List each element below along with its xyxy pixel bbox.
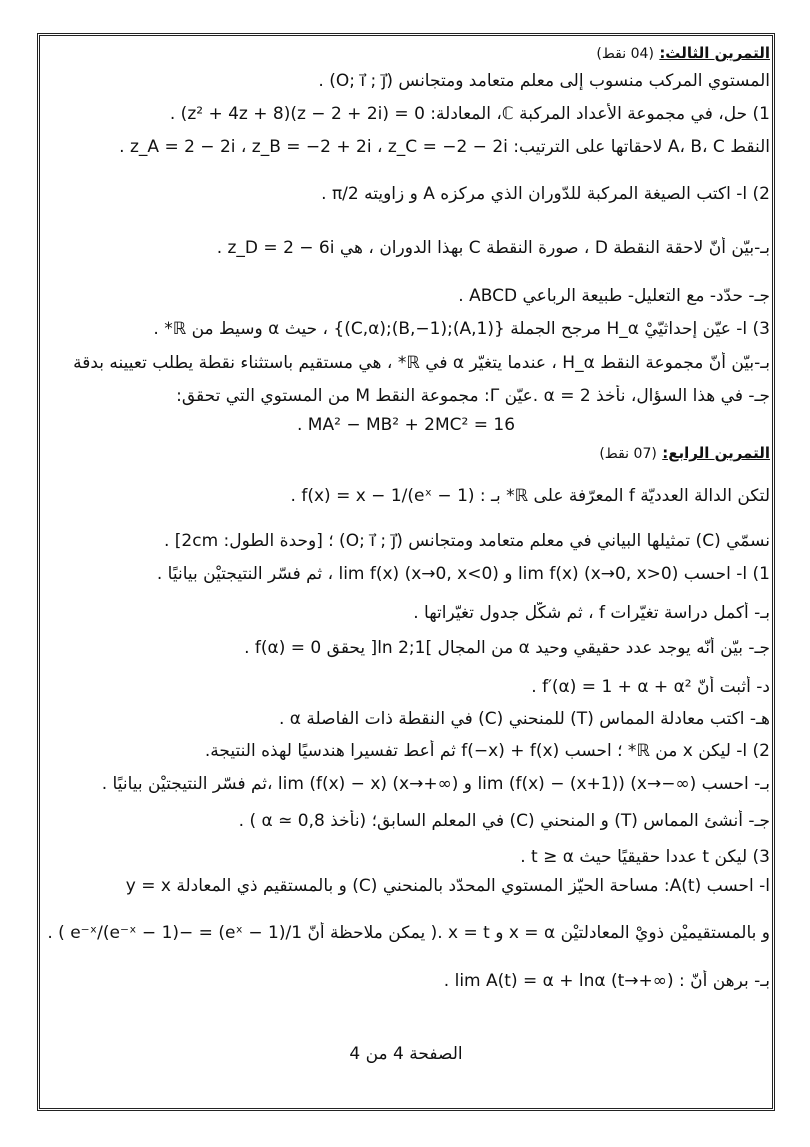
ex4-q3b: بـ- برهن أنّ : lim A(t) = α + lnα (t→+∞) . [443, 971, 770, 991]
ex4-intro2: نسمّي (C) تمثيلها البياني في معلم متعامد ومتجانس (O; i⃗ ; j⃗) ؛ [وحدة الطول: 2cm] . [163, 531, 770, 551]
ex3-q2b: بـ-بيّن أنّ لاحقة النقطة D ، صورة النقطة C بهذا الدوران ، هي z_D = 2 − 6i . [216, 238, 770, 258]
ex3-q1b: النقط A، B، C لاحقاتها على الترتيب: z_A = 2 − 2i ، z_B = −2 + 2i ، z_C = −2 − 2i . [119, 137, 770, 157]
ex4-q1a: 1) ا- احسب lim f(x) (x→0, x>0) و lim f(x) (x→0, x<0) ، ثم فسّر النتيجتيْن بيانيًا . [156, 564, 770, 584]
ex4-q2a: 2) ا- ليكن x من ℝ* ؛ احسب f(−x) + f(x) ثم أعط تفسيرا هندسيًا لهذه النتيجة. [204, 741, 770, 761]
ex4-q1d: د- أثبت أنّ f′(α) = 1 + α + α² . [531, 677, 770, 697]
ex4-q2c: جـ- أنشئ المماس (T) و المنحني (C) في المعلم السابق؛ (نأخذ α ≃ 0,8 ) . [238, 811, 770, 831]
exercise3-points: (04 نقط) [596, 46, 654, 62]
ex3-q3c-equation: MA² − MB² + 2MC² = 16 . [296, 415, 516, 435]
ex4-q3: 3) ليكن t عددا حقيقيًا حيث t ≥ α . [520, 847, 770, 867]
page-footer: الصفحة 4 من 4 [349, 1044, 463, 1064]
ex3-q3a: 3) ا- عيّن إحداثيّيْ H_α مرجح الجملة {(A,1);(B,−1);(C,α)} ، حيث α وسيط من ℝ* . [153, 319, 770, 339]
exercise4-header [42, 442, 770, 465]
exercise3-title: التمرين الثالث: [659, 44, 770, 62]
ex4-q3a2: و بالمستقيميْن ذويْ المعادلتيْن x = α و x = t .( يمكن ملاحظة أنّ 1/(eˣ − 1) = −e⁻ˣ/(e⁻ˣ − 1) ) . [47, 923, 770, 943]
exercise4-title: التمرين الرابع: [662, 444, 770, 462]
ex3-q3b: بـ-بيّن أنّ مجموعة النقط H_α ، عندما يتغيّر α في ℝ* ، هي مستقيم باستثناء نقطة يطلب تعيينه بدقة [73, 353, 770, 373]
exercise3-header [42, 42, 770, 65]
ex4-intro: لتكن الدالة العدديّة f المعرّفة على ℝ* بـ : f(x) = x − 1/(eˣ − 1) . [290, 486, 770, 506]
ex4-q1b: بـ- أكمل دراسة تغيّرات f ، ثم شكّل جدول تغيّراتها . [413, 603, 770, 623]
ex4-q2b: بـ- احسب lim (f(x) − (x+1)) (x→−∞) و lim (f(x) − x) (x→+∞) ،ثم فسّر النتيجتيْن بيانيًا . [101, 774, 770, 794]
ex4-q3a: ا- احسب A(t): مساحة الحيّز المستوي المحدّد بالمنحني (C) و بالمستقيم ذي المعادلة y = x [125, 876, 770, 896]
ex3-q2c: جـ- حدّد- مع التعليل- طبيعة الرباعي ABCD . [458, 286, 770, 306]
ex3-q2a: 2) ا- اكتب الصيغة المركبة للدّوران الذي مركزه A و زاويته π/2 . [321, 184, 770, 204]
ex3-intro: المستوي المركب منسوب إلى معلم متعامد ومتجانس (O; i⃗ ; j⃗) . [318, 71, 770, 91]
ex4-q1e: هـ- اكتب معادلة المماس (T) للمنحني (C) في النقطة ذات الفاصلة α . [278, 709, 770, 729]
ex3-q1: 1) حل، في مجموعة الأعداد المركبة ℂ، المعادلة: 0 = (z − 2 + 2i)(z² + 4z + 8) . [169, 104, 770, 124]
ex3-q3c: جـ- في هذا السؤال، نأخذ α = 2 .عيّن Γ: مجموعة النقط M من المستوي التي تحقق: [176, 386, 770, 406]
exercise4-points: (07 نقط) [599, 446, 657, 462]
ex4-q1c: جـ- بيّن أنّه يوجد عدد حقيقي وحيد α من المجال ]ln 2;1[ يحقق f(α) = 0 . [244, 638, 770, 658]
